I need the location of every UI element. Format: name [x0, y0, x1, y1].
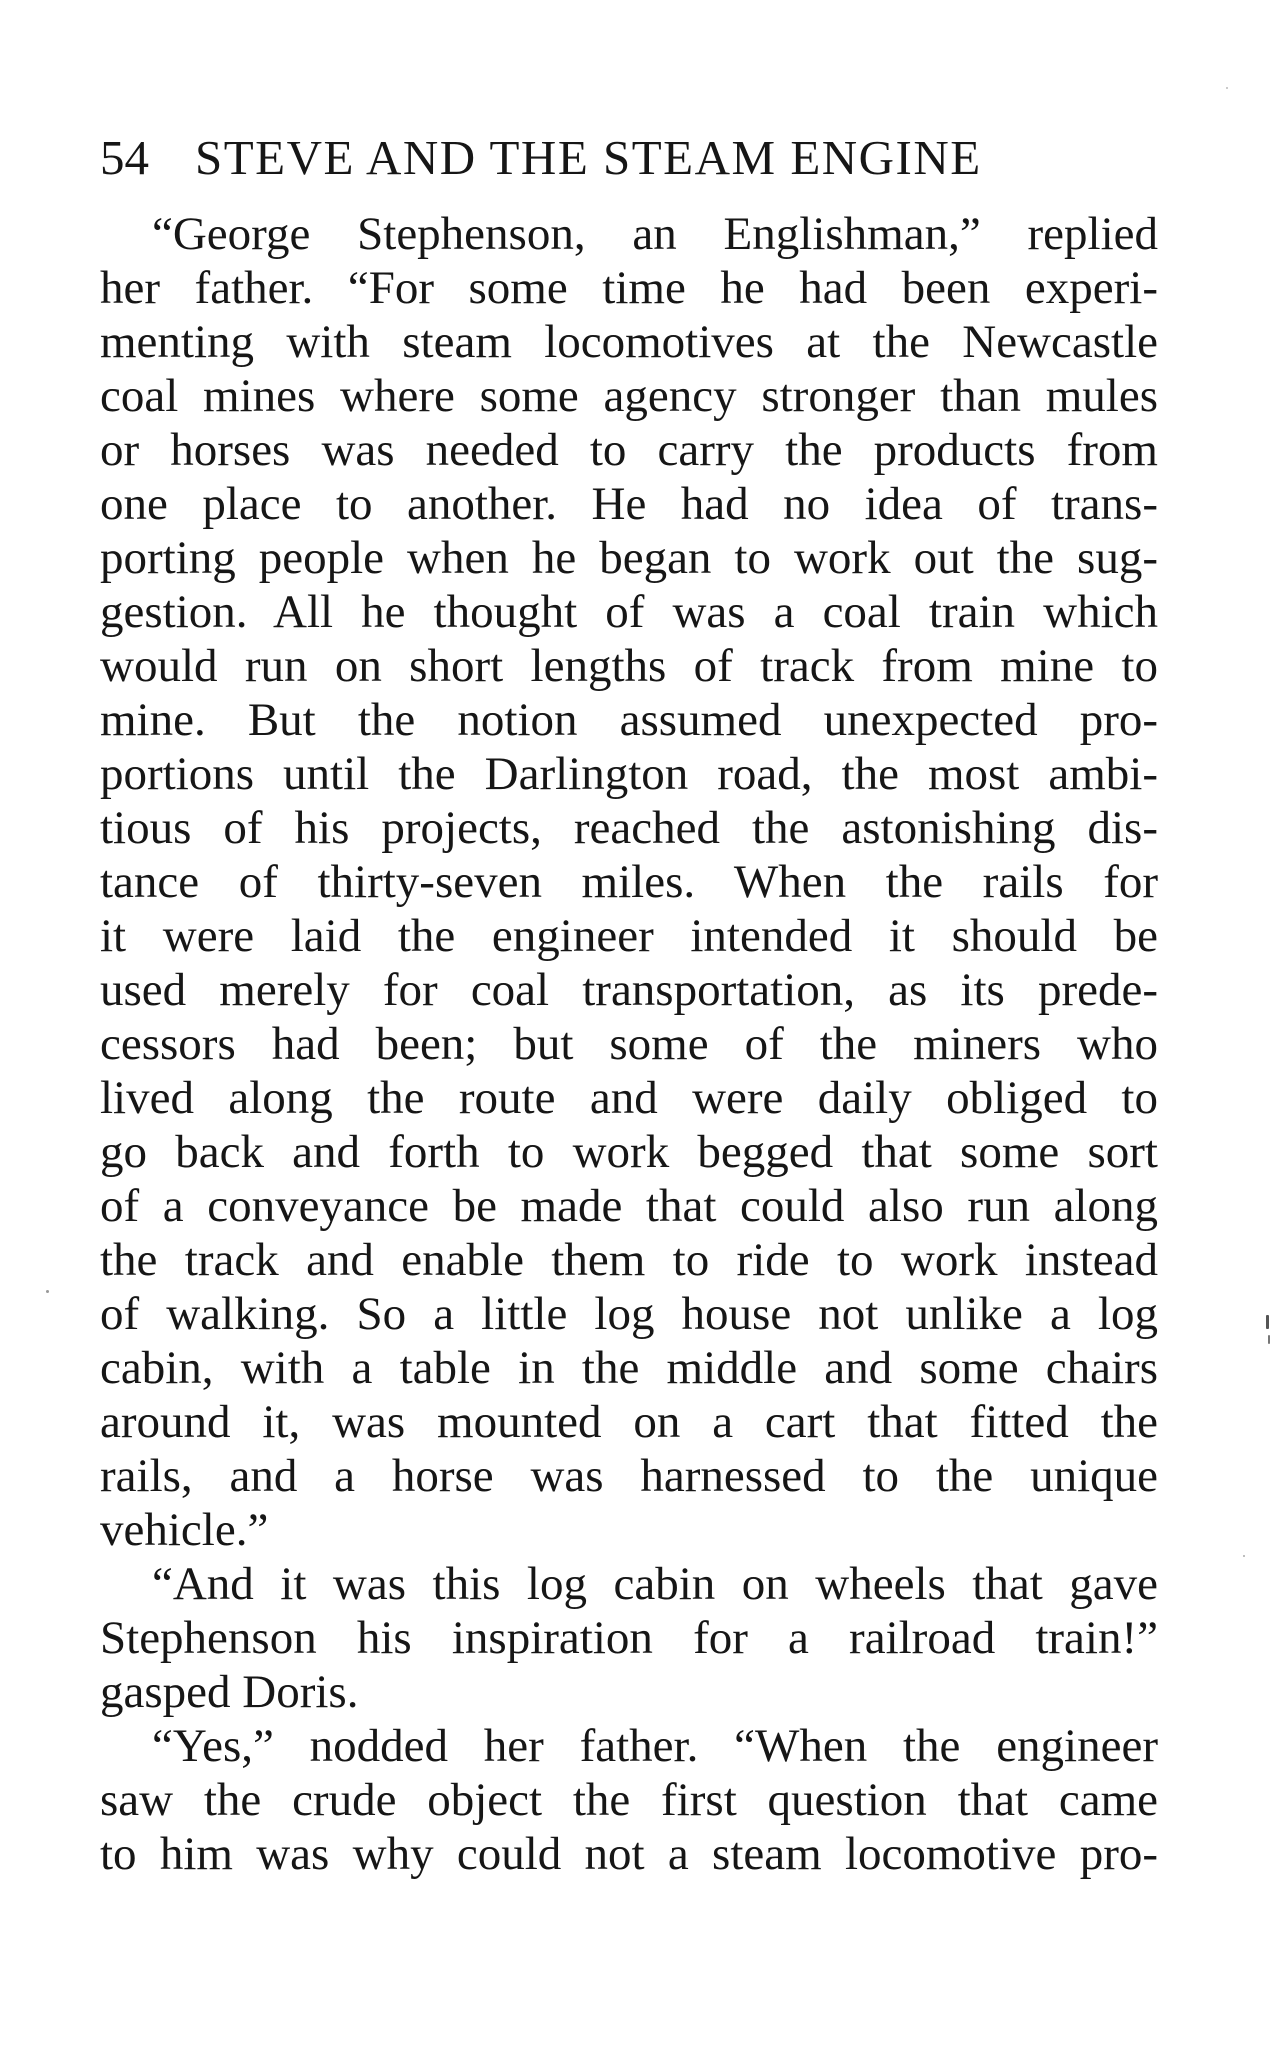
text-line: around it, was mounted on a cart that fitted the [100, 1396, 1158, 1448]
text-line: go back and forth to work begged that some sort [100, 1126, 1158, 1178]
text-line: it were laid the engineer intended it should be [100, 910, 1158, 962]
text-line: vehicle.” [100, 1504, 269, 1556]
text-line: portions until the Darlington road, the most ambi- [100, 748, 1158, 800]
text-line: menting with steam locomotives at the Newcastle [100, 316, 1158, 368]
scan-speck [1226, 87, 1228, 89]
text-line: coal mines where some agency stronger than mules [100, 370, 1158, 422]
text-line: “Yes,” nodded her father. “When the engineer [152, 1720, 1158, 1772]
text-line: or horses was needed to carry the products from [100, 424, 1158, 476]
text-line: lived along the route and were daily obliged to [100, 1072, 1158, 1124]
text-line: to him was why could not a steam locomotive pro- [100, 1828, 1158, 1880]
text-line: gasped Doris. [100, 1666, 359, 1718]
scan-speck [46, 1290, 49, 1293]
running-title: STEVE AND THE STEAM ENGINE [195, 130, 982, 185]
scan-speck [1243, 1555, 1245, 1557]
text-line: porting people when he began to work out the sug- [100, 532, 1158, 584]
text-line: the track and enable them to ride to work instead [100, 1234, 1158, 1286]
text-line: her father. “For some time he had been experi- [100, 262, 1158, 314]
text-line: tance of thirty-seven miles. When the rails for [100, 856, 1158, 908]
running-head [100, 128, 1160, 188]
text-line: “And it was this log cabin on wheels that gave [152, 1558, 1158, 1610]
page-number: 54 [100, 130, 149, 185]
text-line: gestion. All he thought of was a coal train which [100, 586, 1158, 638]
text-line: cabin, with a table in the middle and some chairs [100, 1342, 1158, 1394]
text-line: of a conveyance be made that could also run along [100, 1180, 1158, 1232]
text-line: tious of his projects, reached the astonishing dis- [100, 802, 1158, 854]
scan-speck [1266, 1315, 1269, 1329]
text-line: saw the crude object the first question that came [100, 1774, 1158, 1826]
text-line: mine. But the notion assumed unexpected pro- [100, 694, 1158, 746]
text-line: cessors had been; but some of the miners who [100, 1018, 1158, 1070]
text-line: one place to another. He had no idea of trans- [100, 478, 1158, 530]
text-line: would run on short lengths of track from mine to [100, 640, 1158, 692]
text-line: “George Stephenson, an Englishman,” replied [152, 208, 1158, 260]
text-line: Stephenson his inspiration for a railroad train!” [100, 1612, 1158, 1664]
text-line: rails, and a horse was harnessed to the unique [100, 1450, 1158, 1502]
body-text [100, 207, 1158, 1881]
text-line: used merely for coal transportation, as its prede- [100, 964, 1158, 1016]
text-line: of walking. So a little log house not unlike a log [100, 1288, 1158, 1340]
scan-speck [1268, 1335, 1270, 1344]
